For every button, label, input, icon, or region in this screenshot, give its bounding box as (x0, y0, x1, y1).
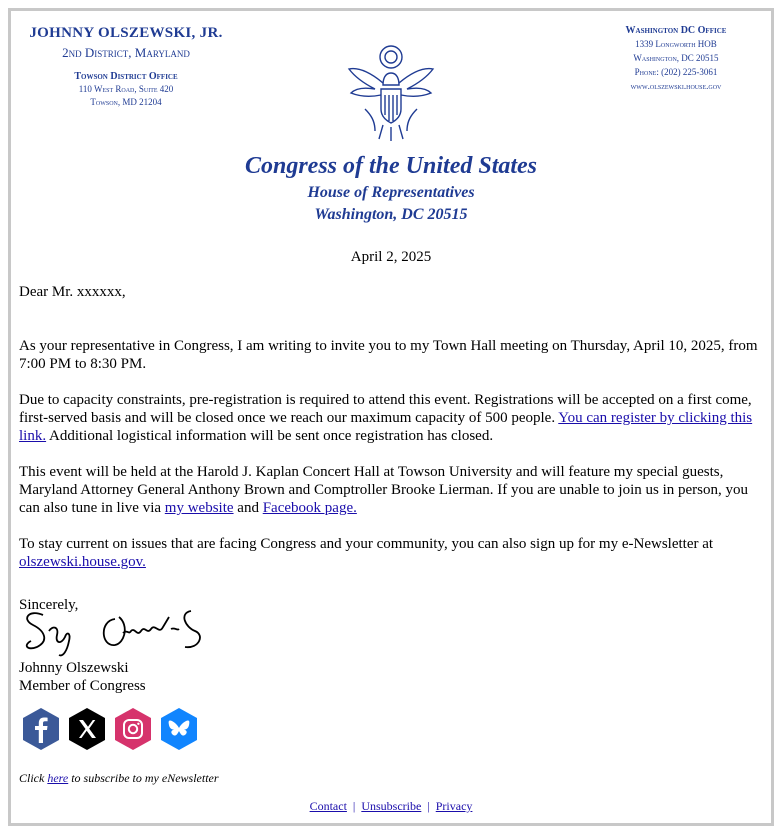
towson-address-line1: 110 West Road, Suite 420 (78, 84, 174, 94)
footer-separator: | (427, 799, 430, 813)
closing: Sincerely, (19, 597, 79, 613)
salutation: Dear Mr. xxxxxx, (19, 284, 126, 300)
signature-image (19, 601, 219, 661)
registration-text-end: Additional logistical information will be sent once registration has closed. (46, 428, 494, 444)
masthead-city: Washington, DC 20515 (314, 206, 468, 223)
dc-phone: Phone: (202) 225-3061 (634, 67, 718, 77)
towson-address-line2: Towson, MD 21204 (90, 97, 162, 107)
signer-name: Johnny Olszewski (19, 660, 129, 676)
newsletter-text: To stay current on issues that are facing Congress and your community, you can also sign up for my e-Newsletter at (19, 536, 714, 552)
signer-block (19, 659, 146, 695)
great-seal-icon (345, 43, 437, 143)
register-link[interactable]: You can register by clicking this link. (19, 410, 753, 444)
letter-body (19, 283, 767, 589)
x-icon[interactable] (67, 707, 107, 751)
district: 2nd District, Maryland (62, 45, 190, 60)
dc-address-line1: 1339 Longworth HOB (635, 39, 717, 49)
instagram-icon[interactable] (113, 707, 153, 751)
paragraph-newsletter (19, 535, 767, 571)
bluesky-icon[interactable] (159, 707, 199, 751)
registration-text: Due to capacity constraints, pre-registration is required to attend this event. Registrations will be accepted on a first come, first-served basis and will be closed once we reach our maximum capacity of 500 people. (19, 392, 752, 426)
newsletter-site-link[interactable]: olszewski.house.gov. (19, 554, 146, 570)
dc-website: www.olszewski.house.gov (630, 81, 722, 91)
privacy-link[interactable]: Privacy (435, 799, 473, 813)
left-letterhead (21, 25, 231, 108)
instagram-hex (115, 708, 151, 750)
website-link[interactable]: my website (164, 500, 234, 516)
facebook-page-link[interactable]: Facebook page. (262, 500, 357, 516)
letter-frame (8, 8, 774, 826)
footer-links (11, 799, 771, 814)
masthead-congress: Congress of the United States (244, 153, 538, 179)
subscribe-link[interactable]: here (47, 771, 69, 785)
masthead-house: House of Representatives (307, 184, 475, 201)
footer-separator: | (352, 799, 356, 813)
subscribe-line (19, 771, 219, 786)
signer-title: Member of Congress (19, 678, 146, 694)
paragraph-registration (19, 391, 767, 445)
rep-name: JOHNNY OLSZEWSKI, JR. (29, 25, 223, 41)
event-text-mid: and (233, 500, 263, 516)
towson-office-title: Towson District Office (74, 71, 178, 82)
contact-link[interactable]: Contact (309, 799, 347, 813)
letter-date: April 2, 2025 (350, 249, 432, 265)
unsubscribe-link[interactable]: Unsubscribe (361, 799, 422, 813)
dc-address-line2: Washington, DC 20515 (633, 53, 719, 63)
subscribe-text: Click (19, 771, 48, 785)
right-letterhead (601, 25, 751, 92)
facebook-icon[interactable] (21, 707, 61, 751)
event-text: This event will be held at the Harold J. Kaplan Concert Hall at Towson University and will feature my special guests, Maryland Attorney General Anthony Brown and Comptroller Brooke Lierman. If you are unable to join us in person, you can also tune in live via (19, 464, 749, 516)
subscribe-text-end: to subscribe to my eNewsletter (68, 771, 219, 785)
dc-office-title: Washington DC Office (625, 25, 727, 36)
paragraph-invite: As your representative in Congress, I am writing to invite you to my Town Hall meeting on Thursday, April 10, 2025, from 7:00 PM to 8:30 PM. (19, 338, 758, 372)
paragraph-event-details (19, 463, 767, 517)
